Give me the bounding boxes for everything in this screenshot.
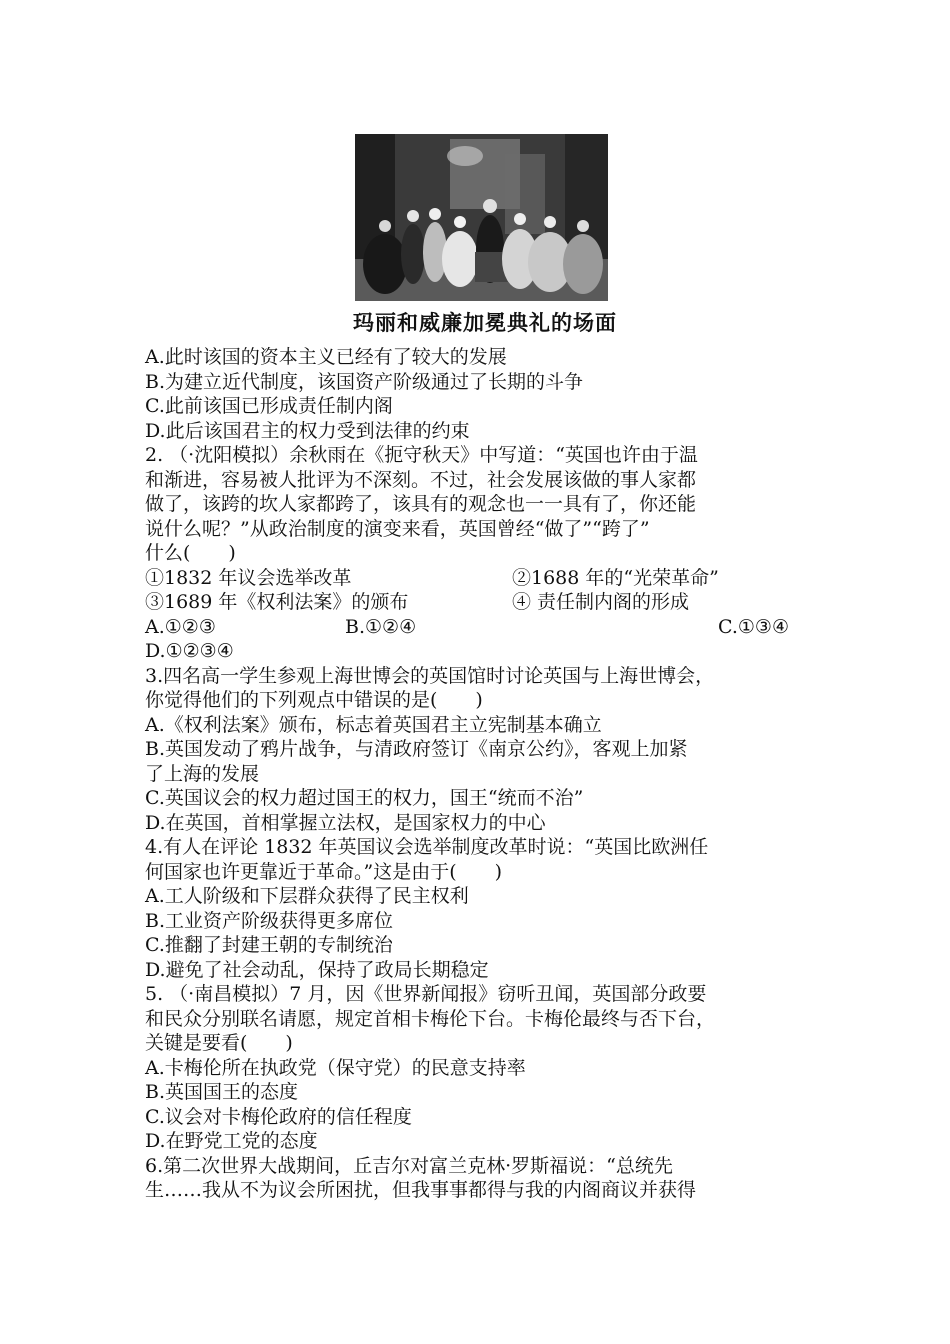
q2-items-row-2 [145, 590, 825, 615]
q2-item-2: ②1688 年的“光荣革命” [512, 566, 719, 589]
q2-stem-line: 什么( ) [145, 542, 236, 564]
q5-line: A.卡梅伦所在执政党（保守党）的民意支持率 [145, 1056, 526, 1079]
coronation-engraving [355, 134, 608, 301]
q4-line: 4.有人在评论 1832 年英国议会选举制度改革时说：“英国比欧洲任 [145, 836, 709, 858]
q2-item-4: ④ 责任制内阁的形成 [512, 591, 690, 613]
q3-line: B.英国发动了鸦片战争，与清政府签订《南京公约》，客观上加紧 [145, 738, 688, 760]
q5-line: C.议会对卡梅伦政府的信任程度 [145, 1105, 412, 1128]
q2-option-b: B.①②④ [345, 615, 417, 638]
q3-line: C.英国议会的权力超过国王的权力，国王“统而不治” [145, 787, 584, 809]
q4-line: C.推翻了封建王朝的专制统治 [145, 934, 393, 956]
q4-line: D.避免了社会动乱，保持了政局长期稳定 [145, 958, 489, 981]
q3-line: 3.四名高一学生参观上海世博会的英国馆时讨论英国与上海世博会， [145, 664, 715, 687]
q4-line: A.工人阶级和下层群众获得了民主权利 [145, 885, 469, 907]
q5-line: 关键是要看( ) [145, 1032, 293, 1054]
q5-line: D.在野党工党的态度 [145, 1130, 318, 1152]
q1-option-c: C.此前该国已形成责任制内阁 [145, 395, 393, 417]
q3-line: A.《权利法案》颁布，标志着英国君主立宪制基本确立 [145, 713, 602, 736]
coronation-scene-illustration [355, 134, 608, 301]
q2-stem-line: 和渐进，容易被人批评为不深刻。不过，社会发展该做的事人家都 [145, 468, 697, 491]
q1-option-b: B.为建立近代制度，该国资产阶级通过了长期的斗争 [145, 370, 584, 393]
q4-line: 何国家也许更靠近于革命。”这是由于( ) [145, 860, 503, 883]
q5-line: 和民众分别联名请愿，规定首相卡梅伦下台。卡梅伦最终与否下台， [145, 1007, 716, 1030]
q2-option-a: A.①②③ [145, 615, 216, 638]
q1-option-d: D.此后该国君主的权力受到法律的约束 [145, 419, 470, 442]
q4-line: B.工业资产阶级获得更多席位 [145, 909, 394, 932]
q2-items-row-1 [145, 566, 825, 591]
q3-line: 你觉得他们的下列观点中错误的是( ) [145, 689, 483, 711]
q5-line: 5. （·南昌模拟）7 月，因《世界新闻报》窃听丑闻，英国部分政要 [145, 983, 707, 1005]
q2-item-3: ③1689 年《权利法案》的颁布 [145, 591, 409, 613]
q5-line: B.英国国王的态度 [145, 1081, 299, 1103]
q6-line: 6.第二次世界大战期间，丘吉尔对富兰克林·罗斯福说：“总统先 [145, 1154, 673, 1177]
q1-option-a: A.此时该国的资本主义已经有了较大的发展 [145, 346, 507, 368]
q2-item-1: ①1832 年议会选举改革 [145, 566, 352, 589]
q2-option-d: D.①②③④ [145, 640, 234, 662]
q3-line: 了上海的发展 [145, 762, 260, 785]
q2-options-row [145, 615, 825, 640]
q2-stem-line: 说什么呢？”从政治制度的演变来看，英国曾经“做了”“跨了” [145, 517, 650, 540]
question-content [145, 345, 825, 1203]
q2-option-c: C.①③④ [718, 615, 789, 638]
q6-line: 生……我从不为议会所困扰，但我事事都得与我的内阁商议并获得 [145, 1179, 697, 1201]
q2-stem-line: 做了，该跨的坎人家都跨了，该具有的观念也一一具有了，你还能 [145, 493, 697, 515]
q3-line: D.在英国，首相掌握立法权，是国家权力的中心 [145, 811, 546, 834]
q2-stem-line: 2. （·沈阳模拟）余秋雨在《扼守秋天》中写道：“英国也许由于温 [145, 444, 698, 466]
figure-caption: 玛丽和威廉加冕典礼的场面 [353, 310, 617, 335]
